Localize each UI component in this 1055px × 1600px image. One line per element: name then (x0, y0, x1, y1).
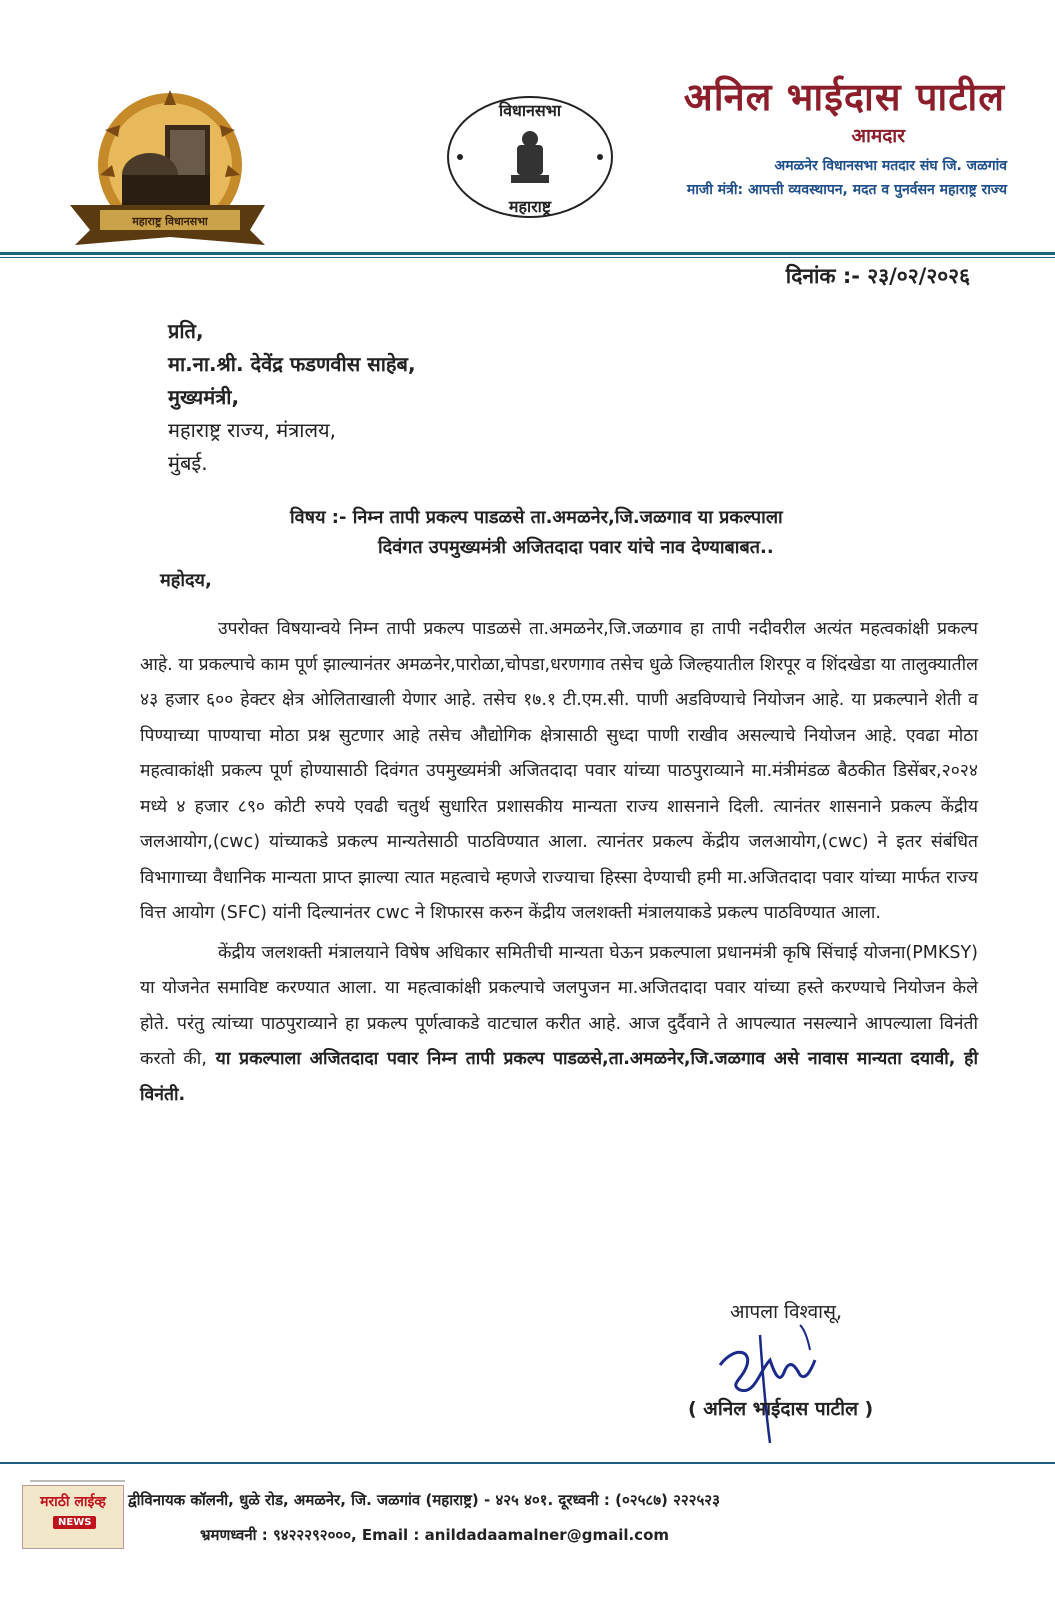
ex-minister-title: माजी मंत्री: आपत्ती व्यवस्थापन, मदत व पुनर्वसन महाराष्ट्र राज्य (686, 182, 1007, 198)
addressee-to: प्रति, (168, 319, 204, 343)
header-divider (0, 252, 1055, 255)
signatory-name: ( अनिल भाईदास पाटील ) (688, 1398, 874, 1420)
watermark-name: मराठी लाईव्ह (40, 1494, 106, 1510)
footer-address: द्वीविनायक कॉलनी, धुळे रोड, अमळनेर, जि. जळगांव (महाराष्ट्र) - ४२५ ४०१. दूरध्वनी : (०२५८७) २२२५२३ (128, 1491, 720, 1509)
signature-image (700, 1315, 840, 1445)
mla-title: आमदार (851, 125, 905, 147)
letter-body (140, 612, 978, 1113)
mla-name: अनिल भाईदास पाटील (683, 75, 1005, 119)
closing-yours: आपला विश्वासू, (730, 1301, 842, 1323)
constituency: अमळनेर विधानसभा मतदार संघ जि. जळगांव (774, 158, 1007, 174)
footer-top-rule (30, 1480, 125, 1482)
body-paragraph-2 (140, 936, 978, 1114)
addressee-block (168, 315, 416, 480)
salutation: महोदय, (160, 570, 212, 591)
emblem-top-text: विधानसभा (498, 101, 562, 120)
header-divider-thin (0, 257, 1055, 258)
footer-contact: भ्रमणध्वनी : ९४२२२९२०००, Email : anildadaamalner@gmail.com (200, 1526, 670, 1544)
addressee-post: मुख्यमंत्री, (168, 385, 240, 409)
body-paragraph-1: उपरोक्त विषयान्वये निम्न तापी प्रकल्प पाडळसे ता.अमळनेर,जि.जळगाव हा तापी नदीवरील अत्यंत महत्वकांक्षी प्रकल्प आहे. या प्रकल्पाचे काम पूर्ण झाल्यानंतर अमळनेर,पारोळा,चोपडा,धरणगाव तसेच धुळे जिल्हयातील शिरपूर व शिंदखेडा या तालुक्यातील ४३ हजार ६०० हेक्टर क्षेत्र ओलिताखाली येणार आहे. तसेच १७.१ टी.एम.सी. पाणी अडविण्याचे नियोजन आहे. या प्रकल्पाने शेती व पिण्याच्या पाण्याचा मोठा प्रश्न सुटणार आहे तसेच औद्योगिक क्षेत्रासाठी सुध्दा पाणी राखीव असल्याचे नियोजन आहे. एवढा मोठा महत्वाकांक्षी प्रकल्प पूर्ण होण्यासाठी दिवंगत उपमुख्यमंत्री अजितदादा पवार यांच्या पाठपुराव्याने मा.मंत्रीमंडळ बैठकीत डिसेंबर,२०२४ मध्ये ४ हजार ८९० कोटी रुपये एवढी चतुर्थ सुधारित प्रशासकीय मान्यता राज्य शासनाने दिली. त्यानंतर शासनाने प्रकल्प केंद्रीय जलआयोग,(cwc) यांच्याकडे प्रकल्प मान्यतेसाठी पाठविण्यात आला. त्यानंतर प्रकल्प केंद्रीय जलआयोग,(cwc) ने इतर संबंधित विभागाच्या वैधानिक मान्यता प्राप्त झाल्या त्यात महत्वाचे म्हणजे राज्याचा हिस्सा देण्याची हमी मा.अजितदादा पवार यांच्या मार्फत राज्य वित्त आयोग (SFC) यांनी दिल्यानंतर cwc ने शिफारस करुन केंद्रीय जलशक्ती मंत्रालयाकडे प्रकल्प पाठविण्यात आला. (140, 619, 978, 923)
subject-line-2: दिवंगत उपमुख्यमंत्री अजितदादा पवार यांचे नाव देण्याबाबत.. (378, 537, 774, 558)
subject-block (290, 503, 950, 563)
addressee-office: महाराष्ट्र राज्य, मंत्रालय, (168, 418, 336, 442)
vidhansabha-emblem (445, 95, 615, 220)
addressee-city: मुंबई. (168, 451, 208, 475)
watermark-label: NEWS (53, 1516, 96, 1529)
addressee-name: मा.ना.श्री. देवेंद्र फडणवीस साहेब, (168, 352, 416, 376)
emblem-bottom-text: महाराष्ट्र (508, 197, 552, 216)
news-watermark (22, 1485, 124, 1549)
subject-line-1: विषय :- निम्न तापी प्रकल्प पाडळसे ता.अमळनेर,जि.जळगाव या प्रकल्पाला (290, 507, 783, 528)
body-paragraph-2-request: या प्रकल्पाला अजितदादा पवार निम्न तापी प्रकल्प पाडळसे,ता.अमळनेर,जि.जळगाव असे नावास मान्यता दयावी, ही विनंती. (140, 1049, 979, 1105)
logo-text: महाराष्ट्र विधानसभा (132, 215, 208, 228)
letter-date: दिनांक :- २३/०२/२०२६ (785, 264, 970, 288)
footer-divider (0, 1462, 1055, 1464)
body-paragraph-2-text: केंद्रीय जलशक्ती मंत्रालयाने विषेष अधिकार समितीची मान्यता घेऊन प्रकल्पाला प्रधानमंत्री कृषि सिंचाई योजना(PMKSY) या योजनेत समाविष्ट करण्यात आला. या महत्वाकांक्षी प्रकल्पाचे जलपुजन मा.अजितदादा पवार यांच्या हस्ते करण्याचे नियोजन केले होते. परंतु त्यांच्या पाठपुराव्याने हा प्रकल्प पूर्णत्वाकडे वाटचाल करीत आहे. आज दुर्दैवाने ते आपल्यात नसल्याने आपल्याला विनंती करतो की, (140, 942, 978, 1069)
vidhan-sabha-logo (70, 85, 265, 255)
